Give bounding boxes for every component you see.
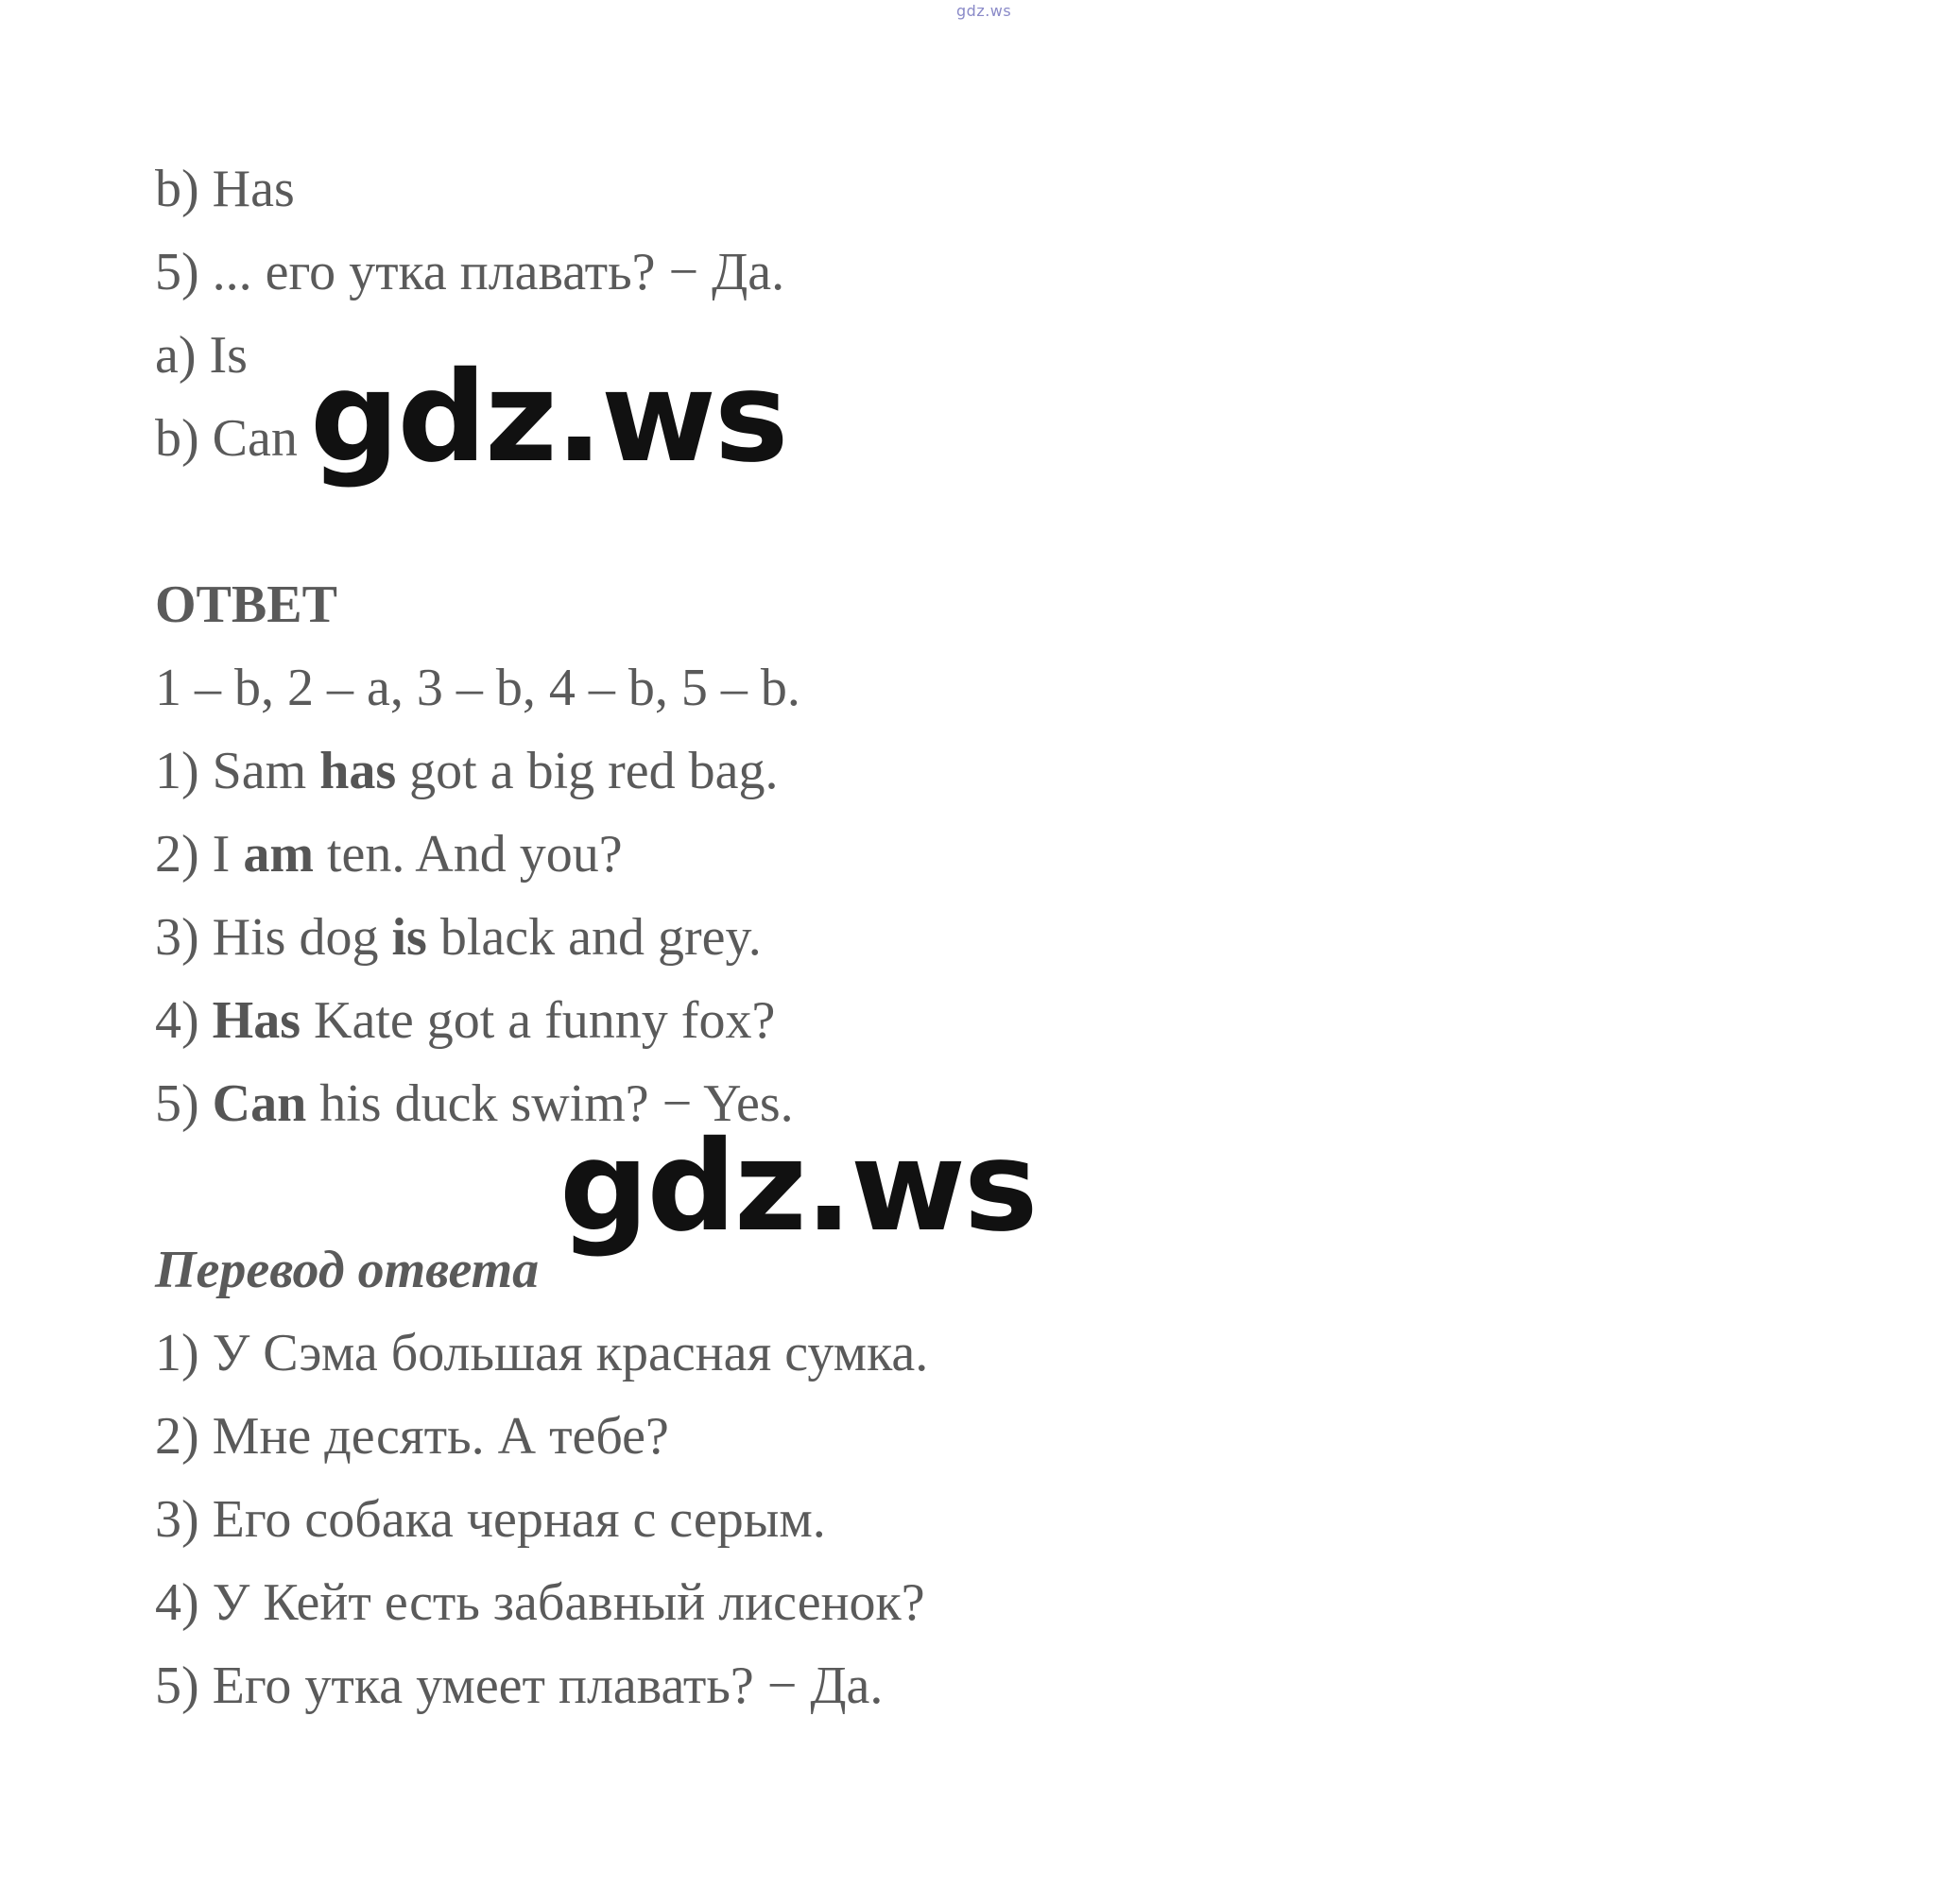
option-a-is: a) Is — [155, 326, 248, 385]
translation-line-2: 2) Мне десять. А тебе? — [155, 1407, 669, 1466]
answer-key: 1 – b, 2 – a, 3 – b, 4 – b, 5 – b. — [155, 659, 800, 717]
answer-sentence-2: 2) I am ten. And you? — [155, 825, 623, 884]
translation-line-5: 5) Его утка умеет плавать? − Да. — [155, 1656, 884, 1715]
translation-heading: Перевод ответа — [155, 1241, 540, 1299]
question-5: 5) ... его утка плавать? − Да. — [155, 243, 785, 301]
watermark-logo: gdz.ws — [559, 1114, 1037, 1260]
option-b-can: b) Can — [155, 409, 298, 468]
answer-sentence-5: 5) Can his duck swim? − Yes. — [155, 1074, 794, 1133]
answer-sentence-4: 4) Has Kate got a funny fox? — [155, 991, 776, 1050]
answer-sentence-1: 1) Sam has got a big red bag. — [155, 742, 779, 800]
watermark-logo: gdz.ws — [310, 345, 787, 490]
answer-heading: ОТВЕТ — [155, 575, 337, 634]
option-b-has: b) Has — [155, 160, 295, 218]
translation-line-3: 3) Его собака черная с серым. — [155, 1490, 826, 1549]
site-mark-top: gdz.ws — [956, 2, 1012, 20]
translation-line-1: 1) У Сэма большая красная сумка. — [155, 1324, 929, 1382]
answer-sentence-3: 3) His dog is black and grey. — [155, 908, 762, 967]
translation-line-4: 4) У Кейт есть забавный лисенок? — [155, 1573, 925, 1632]
